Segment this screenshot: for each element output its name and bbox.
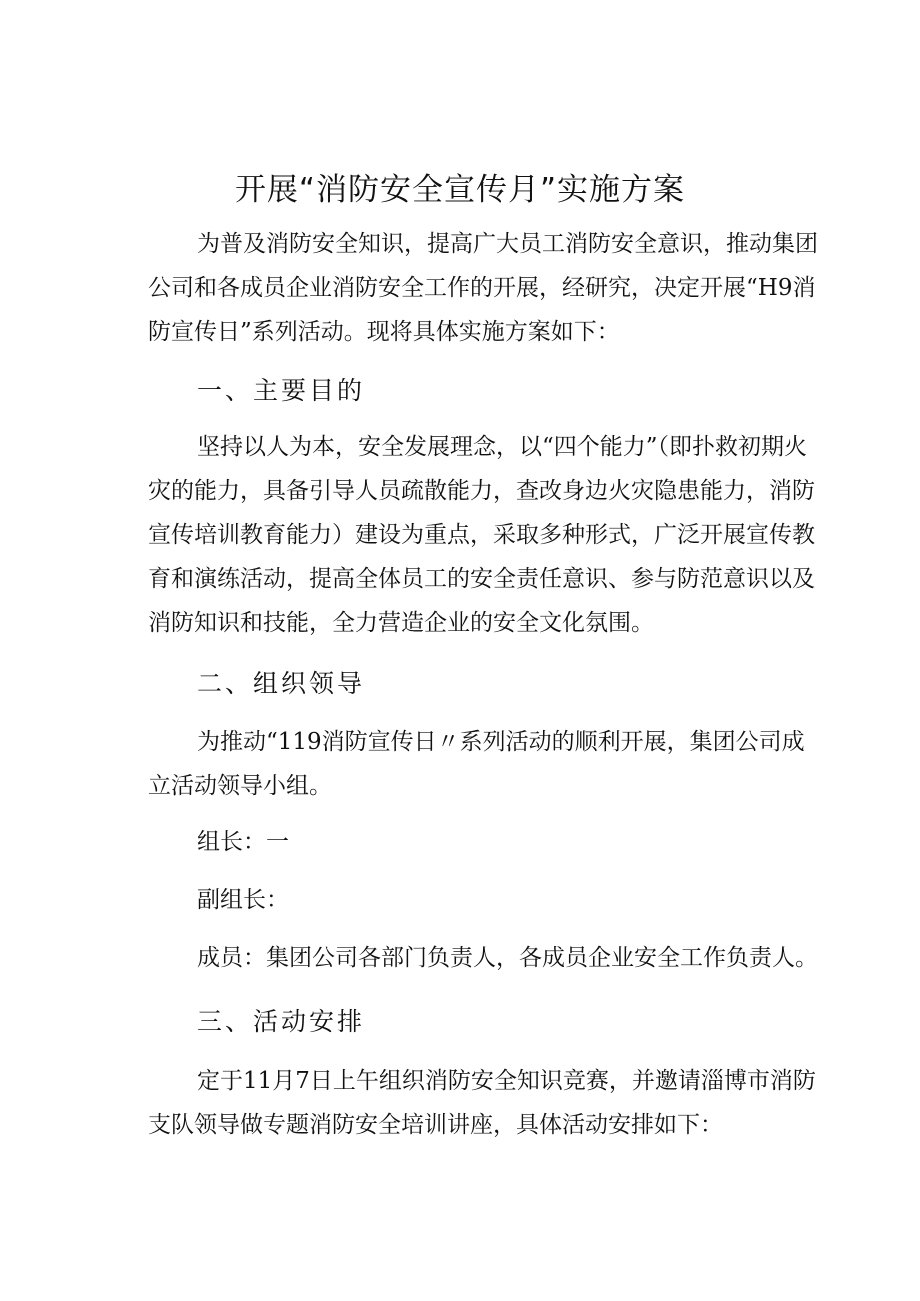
section-2-heading: 二、组织领导 [197, 669, 366, 698]
members-line: 成员：集团公司各部门负责人，各成员企业安全工作负责人。 [197, 945, 818, 971]
section-3-heading: 三、活动安排 [197, 1007, 366, 1036]
section-1-body: 坚持以人为本，安全发展理念，以“四个能力”（即扑救初期火灾的能力，具备引导人员疏散能力，查改身边火灾隐患能力，消防宣传培训教育能力）建设为重点，采取多种形式，广泛开展宣传教育和演练活动，提高全体员工的安全责任意识、参与防范意识以及消防知识和技能，全力营造企业的安全文化氛围。 [148, 434, 815, 636]
deputy-line: 副组长： [197, 887, 289, 913]
document-title: 开展“消防安全宣传月”实施方案 [234, 172, 686, 208]
section-2-body: 为推动“119消防宣传日〃系列活动的顺利开展，集团公司成立活动领导小组。 [148, 729, 805, 799]
intro-paragraph: 为普及消防安全知识，提高广大员工消防安全意识，推动集团公司和各成员企业消防安全工作的开展，经研究，决定开展“H9消防宣传日”系列活动。现将具体实施方案如下： [148, 231, 818, 345]
section-3-body: 定于11月7日上午组织消防安全知识竞赛，并邀请淄博市消防支队领导做专题消防安全培训讲座，具体活动安排如下： [148, 1068, 816, 1138]
section-1-heading: 一、主要目的 [197, 376, 366, 405]
leader-line: 组长：一 [197, 829, 289, 855]
